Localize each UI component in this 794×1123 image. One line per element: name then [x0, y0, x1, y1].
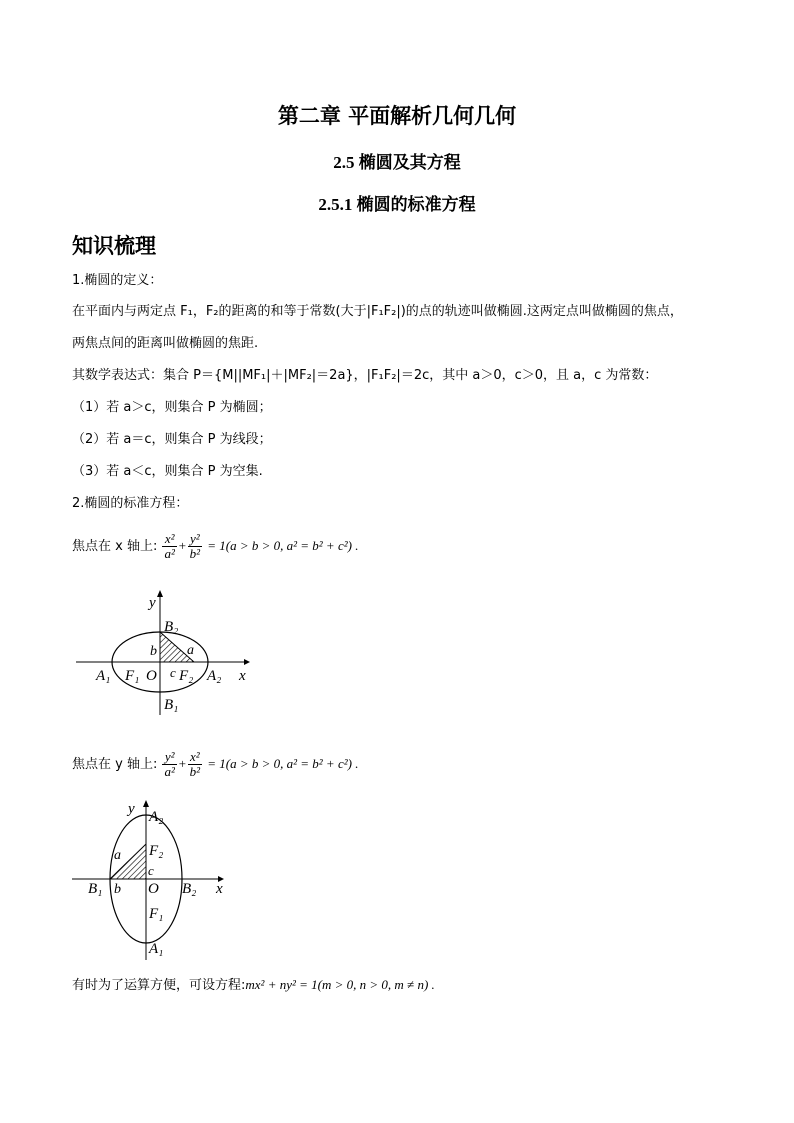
- y-axis-equation: 焦点在 y 轴上: $\frac{\text{y²}}{\text{a²}}$ + $\frac{\text{x²}}{\text{b²}}$ = 1(a > b > 0, a² = b² + c²) .: [72, 749, 359, 779]
- subsection-title: 2.5.1 椭圆的标准方程: [318, 195, 476, 214]
- case-1: （1）若 a＞c，则集合 P 为椭圆；: [72, 400, 272, 415]
- B1-label: B₁: [164, 697, 179, 713]
- B2-label: B₂: [164, 619, 179, 635]
- case-2: （2）若 a＝c，则集合 P 为线段；: [72, 432, 272, 447]
- fraction-y2-a2: $\frac{\text{y²}}{\text{a²}}$: [164, 749, 175, 779]
- B1-label: B₁: [88, 881, 103, 897]
- c-label: c: [170, 665, 176, 680]
- A1-label: A₁: [149, 941, 164, 957]
- fraction-y2-b2: $\frac{\text{y²}}{\text{b²}}$: [189, 531, 201, 561]
- A2-label: A₂: [207, 668, 222, 684]
- section-title: 2.5 椭圆及其方程: [333, 153, 461, 172]
- chapter-title: 第二章 平面解析几何几何: [277, 104, 517, 128]
- x-axis-equation: 焦点在 x 轴上: $\frac{\text{x²}}{\text{a²}}$ + $\frac{\text{y²}}{\text{b²}}$ = 1(a > b > 0, a² = b² + c²) .: [72, 531, 359, 561]
- standard-equation-label: 2.椭圆的标准方程：: [72, 496, 189, 511]
- F1-label: F₁: [149, 906, 164, 922]
- math-expression-line: 其数学表达式：集合 P＝{M||MF₁|＋|MF₂|＝2a}，|F₁F₂|＝2c，其中 a＞0，c＞0，且 a，c 为常数：: [72, 368, 658, 383]
- x-label: x: [216, 881, 223, 897]
- ellipse-y-axis-figure: [70, 795, 240, 965]
- x-axis-prefix: 焦点在 x 轴上:: [72, 539, 158, 554]
- knowledge-heading: 知识梳理: [72, 234, 156, 258]
- general-equation-note: [72, 976, 435, 995]
- F1-label: F₁: [125, 668, 140, 684]
- A1-label: A₁: [96, 668, 111, 684]
- definition-line-1: 在平面内与两定点 F₁，F₂的距离的和等于常数(大于|F₁F₂|)的点的轨迹叫做椭圆.这两定点叫做椭圆的焦点，: [72, 304, 683, 319]
- origin-label: O: [146, 668, 157, 684]
- B2-label: B₂: [182, 881, 197, 897]
- y-axis-equation-rest: = 1(a > b > 0, a² = b² + c²) .: [207, 756, 359, 771]
- y-label: y: [149, 595, 156, 611]
- a-label: a: [114, 848, 121, 863]
- b-label: b: [114, 882, 121, 897]
- fraction-x2-a2: $\frac{\text{x²}}{\text{a²}}$: [164, 531, 175, 561]
- ellipse-x-axis-figure: [76, 585, 256, 725]
- definition-label: 1.椭圆的定义：: [72, 273, 163, 288]
- case-3: （3）若 a＜c，则集合 P 为空集.: [72, 464, 263, 479]
- A2-label: A₂: [149, 809, 164, 825]
- y-axis-prefix: 焦点在 y 轴上:: [72, 757, 158, 772]
- a-label: a: [187, 643, 194, 658]
- x-label: x: [239, 668, 246, 684]
- origin-label: O: [148, 881, 159, 897]
- b-label: b: [150, 644, 157, 659]
- fraction-x2-b2: $\frac{\text{x²}}{\text{b²}}$: [189, 749, 201, 779]
- y-label: y: [128, 801, 135, 817]
- note-prefix: 有时为了运算方便，可设方程:: [72, 978, 246, 993]
- x-axis-equation-rest: = 1(a > b > 0, a² = b² + c²) .: [207, 538, 359, 553]
- definition-line-2: 两焦点间的距离叫做椭圆的焦距.: [72, 336, 259, 351]
- note-equation: mx² + ny² = 1(m > 0, n > 0, m ≠ n) .: [245, 977, 435, 992]
- F2-label: F₂: [179, 668, 194, 684]
- F2-label: F₂: [149, 843, 164, 859]
- c-label: c: [148, 863, 154, 878]
